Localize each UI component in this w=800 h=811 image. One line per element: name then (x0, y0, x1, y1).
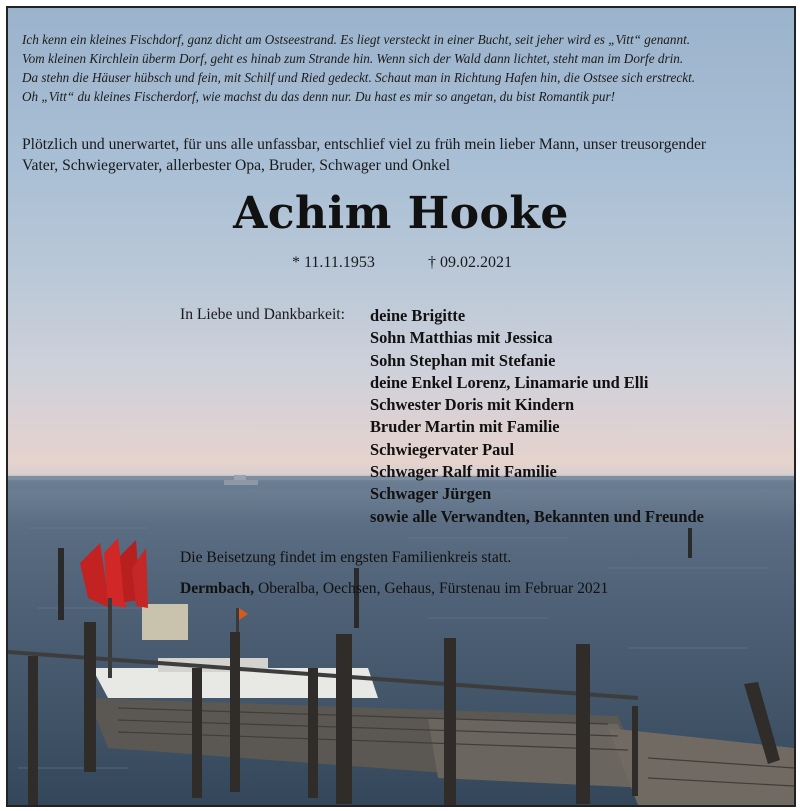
place-and-date (180, 580, 608, 598)
mourner: Schwager Jürgen (370, 484, 492, 504)
mourner: Sohn Stephan mit Stefanie (370, 350, 556, 370)
poem-line: Vom kleinen Kirchlein überm Dorf, geht es hinab zum Strande hin. Wenn sich der Wald dann lichtet, steht man im Dorfe drin. (22, 51, 684, 66)
place-rest: Oberalba, Oechsen, Gehaus, Fürstenau im Februar 2021 (254, 580, 609, 597)
announcement-line: Plötzlich und unerwartet, für uns alle unfassbar, entschlief viel zu früh mein lieber Mann, unser treusorgender (22, 136, 707, 153)
jetty (8, 622, 794, 805)
obituary-card (6, 6, 796, 807)
mourner: deine Brigitte (370, 306, 466, 325)
poem-line: Oh „Vitt“ du kleines Fischerdorf, wie machst du das denn nur. Du hast es mir so angetan, du bist Romantik pur! (22, 89, 616, 104)
mourner: Schwiegervater Paul (370, 439, 514, 459)
mourner: deine Enkel Lorenz, Linamarie und Elli (370, 372, 649, 392)
memorial-poem (22, 30, 792, 106)
mourners-label: In Liebe und Dankbarkeit: (180, 306, 345, 323)
place-town: Dermbach, (180, 580, 255, 597)
mourner: Schwager Ralf mit Familie (370, 462, 557, 482)
mourner: Schwester Doris mit Kindern (370, 395, 575, 415)
mourner: sowie alle Verwandten, Bekannten und Freunde (370, 506, 704, 526)
mourner: Bruder Martin mit Familie (370, 417, 560, 437)
mourners-list (370, 305, 704, 528)
announcement-line: Vater, Schwiegervater, allerbester Opa, Bruder, Schwager und Onkel (22, 157, 451, 174)
birth-date: * 11.11.1953 (292, 254, 375, 271)
funeral-note: Die Beisetzung findet im engsten Familienkreis statt. (180, 549, 512, 566)
deceased-name: Achim Hooke (233, 188, 569, 239)
mourner: Sohn Matthias mit Jessica (370, 328, 553, 348)
death-date: † 09.02.2021 (428, 254, 512, 271)
poem-line: Ich kenn ein kleines Fischdorf, ganz dicht am Ostseestrand. Es liegt versteckt in einer Bucht, seit jeher wird es „Vitt“ genannt. (22, 32, 691, 47)
poem-line: Da stehn die Häuser hübsch und fein, mit Schilf und Ried gedeckt. Schaut man in Richtung Hafen hin, die Ostsee sich erstreckt. (22, 70, 696, 85)
announcement-text (22, 134, 792, 176)
